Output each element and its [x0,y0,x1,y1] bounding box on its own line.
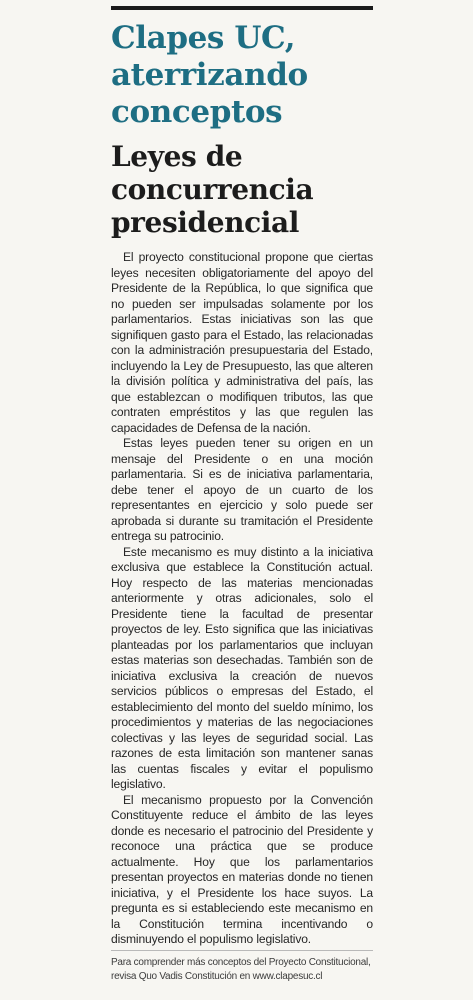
section-kicker: Clapes UC, aterrizando conceptos [111,20,308,130]
paragraph-2: Estas leyes pueden tener su origen en un mensaje del Presidente o en una moción parlamentaria. Si es de iniciativa parlamentaria, debe tener el apoyo de un cuarto de los representantes en ejercicio y solo puede ser aprobada si durante su tramitación el Presidente entrega su patrocinio. [111,436,373,543]
paragraph-3: Este mecanismo es muy distinto a la iniciativa exclusiva que establece la Constitución actual. Hoy respecto de las materias mencionadas anteriormente y otras adicionales, solo el Presidente tiene la facultad de presentar proyectos de ley. Esto significa que las iniciativas planteadas por los parlamentarios que incluyan estas materias son desechadas. También son de iniciativa exclusiva la creación de nuevos servicios públicos o empresas del Estado, el establecimiento del monto del sueldo mínimo, los procedimientos y materias de las negociaciones colectivas y las leyes de seguridad social. Las razones de esta limitación son mantener sanas las cuentas fiscales y evitar el populismo legislativo. [111,544,373,791]
top-rule [111,6,373,10]
article-body [111,250,373,948]
footnote: Para comprender más conceptos del Proyecto Constitucional, revisa Quo Vadis Constitución en www.clapesuc.cl [111,957,371,982]
paragraph-1: El proyecto constitucional propone que ciertas leyes necesiten obligatoriamente del apoyo del Presidente de la República, lo que significa que no pueden ser impulsadas solamente por los parlamentarios. Estas iniciativas son las que signifiquen gasto para el Estado, las relacionadas con la administración presupuestaria del Estado, incluyendo la Ley de Presupuesto, las que alteren la división política y administrativa del país, las que establezcan o modifiquen tributos, las que contraten empréstitos y las que regulen las capacidades de Defensa de la nación. [111,250,373,435]
paragraph-4: El mecanismo propuesto por la Convención Constituyente reduce el ámbito de las leyes donde es necesario el patrocinio del Presidente y reconoce una práctica que se produce actualmente. Hoy que los parlamentarios presentan proyectos en materias donde no tienen iniciativa, y el Presidente los hace suyos. La pregunta es si estableciendo este mecanismo en la Constitución termina incentivando o disminuyendo el populismo legislativo. [111,792,373,946]
footnote-divider [111,950,373,951]
article-title: Leyes de concurrencia presidencial [111,140,314,239]
